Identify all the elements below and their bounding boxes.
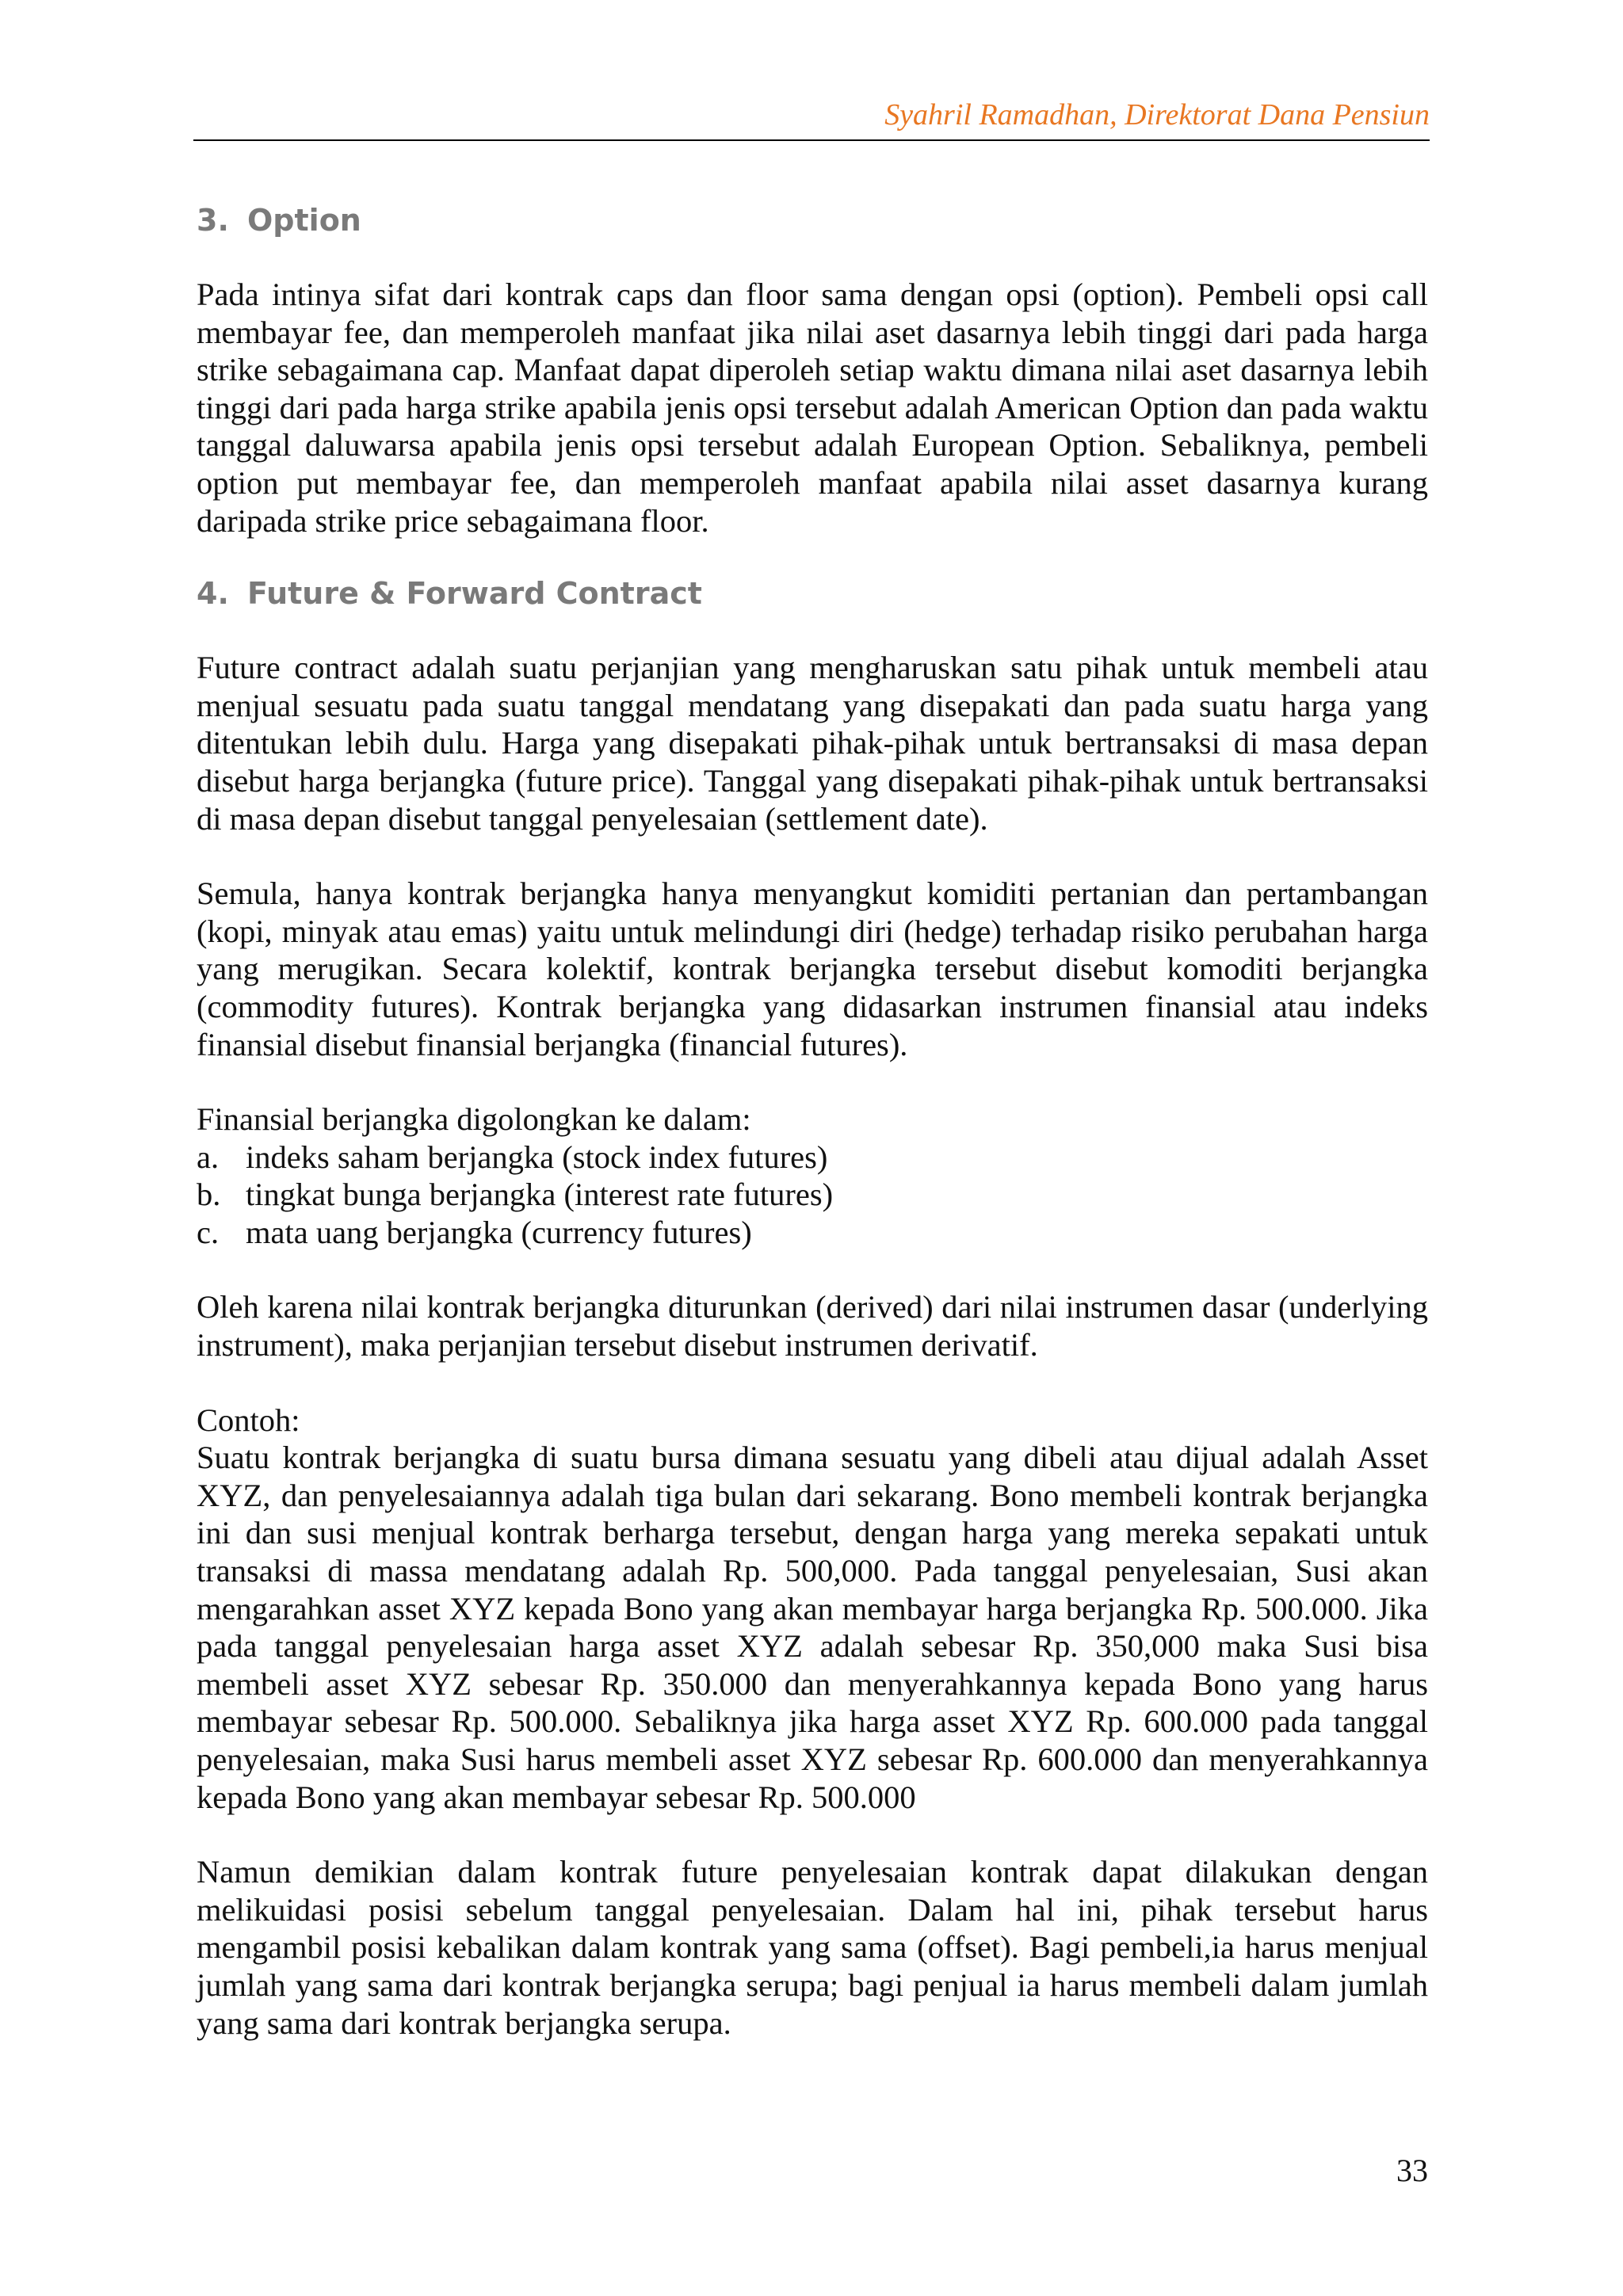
offset-settlement-paragraph: Namun demikian dalam kontrak future penyelesaian kontrak dapat dilakukan dengan melikuidasi posisi sebelum tanggal penyelesaian. Dalam hal ini, pihak tersebut harus mengambil posisi kebalikan dalam kontrak yang sama (offset). Bagi pembeli,ia harus menjual jumlah yang sama dari kontrak berjangka serupa; bagi penjual ia harus membeli dalam jumlah yang sama dari kontrak berjangka serupa.: [197, 1854, 1428, 2041]
running-header: [193, 97, 1430, 141]
section-heading-future-forward: [197, 570, 1428, 617]
list-item-text: mata uang berjangka (currency futures): [246, 1214, 752, 1250]
list-item: [197, 1176, 1428, 1214]
list-marker: a.: [197, 1138, 220, 1175]
list-marker: b.: [197, 1177, 221, 1213]
list-item: [197, 1138, 1428, 1177]
financial-futures-list: [197, 1138, 1428, 1252]
header-author-text: Syahril Ramadhan, Direktorat Dana Pensiun: [884, 98, 1430, 132]
page-number: 33: [1396, 2153, 1428, 2188]
list-intro: Finansial berjangka digolongkan ke dalam:: [197, 1101, 751, 1138]
derivative-instrument-paragraph: Oleh karena nilai kontrak berjangka diturunkan (derived) dari nilai instrumen dasar (underlying instrument), maka perjanjian tersebut disebut instrumen derivatif.: [197, 1289, 1428, 1363]
financial-futures-list-block: [197, 1100, 1428, 1251]
commodity-futures-paragraph: Semula, hanya kontrak berjangka hanya menyangkut komiditi pertanian dan pertambangan (kopi, minyak atau emas) yaitu untuk melindungi diri (hedge) terhadap risiko perubahan harga yang merugikan. Secara kolektif, kontrak berjangka tersebut disebut komoditi berjangka (commodity futures). Kontrak berjangka yang didasarkan instrumen finansial atau indeks finansial disebut finansial berjangka (financial futures).: [197, 875, 1428, 1062]
section-title: Future & Forward Contract: [247, 576, 702, 612]
page-content: [197, 196, 1428, 2042]
example-block: [197, 1402, 1428, 1817]
option-paragraph: Pada intinya sifat dari kontrak caps dan floor sama dengan opsi (option). Pembeli opsi call membayar fee, dan memperoleh manfaat jika nilai aset dasarnya lebih tinggi dari pada harga strike sebagaimana cap. Manfaat dapat diperoleh setiap waktu dimana nilai aset dasarnya lebih tinggi dari pada harga strike apabila jenis opsi tersebut adalah American Option dan pada waktu tanggal daluwarsa apabila jenis opsi tersebut adalah European Option. Sebaliknya, pembeli option put membayar fee, dan memperoleh manfaat apabila nilai asset dasarnya kurang daripada strike price sebagaimana floor.: [197, 277, 1428, 539]
example-label: Contoh:: [197, 1402, 300, 1438]
section-number: 3.: [197, 203, 229, 238]
section-title: Option: [247, 203, 361, 238]
list-item: [197, 1214, 1428, 1252]
list-item-text: tingkat bunga berjangka (interest rate futures): [246, 1177, 834, 1213]
future-contract-definition-paragraph: Future contract adalah suatu perjanjian yang mengharuskan satu pihak untuk membeli atau menjual sesuatu pada suatu tanggal mendatang yang disepakati dan pada suatu harga yang ditentukan lebih dulu. Harga yang disepakati pihak-pihak untuk bertransaksi di masa depan disebut harga berjangka (future price). Tanggal yang disepakati pihak-pihak untuk bertransaksi di masa depan disebut tanggal penyelesaian (settlement date).: [197, 650, 1428, 837]
section-number: 4.: [197, 576, 229, 612]
list-item-text: indeks saham berjangka (stock index futures): [246, 1138, 828, 1175]
list-marker: c.: [197, 1214, 220, 1250]
section-heading-option: [197, 196, 1428, 244]
example-paragraph: Suatu kontrak berjangka di suatu bursa dimana sesuatu yang dibeli atau dijual adalah Asset XYZ, dan penyelesaiannya adalah tiga bulan dari sekarang. Bono membeli kontrak berjangka ini dan susi menjual kontrak berharga tersebut, dengan harga yang mereka sepakati untuk transaksi di massa mendatang adalah Rp. 500,000. Pada tanggal penyelesaian, Susi akan mengarahkan asset XYZ kepada Bono yang akan membayar harga berjangka Rp. 500.000. Jika pada tanggal penyelesaian harga asset XYZ adalah sebesar Rp. 350,000 maka Susi bisa membeli asset XYZ sebesar Rp. 350.000 dan menyerahkannya kepada Bono yang harus membayar sebesar Rp. 500.000. Sebaliknya jika harga asset XYZ Rp. 600.000 pada tanggal penyelesaian, maka Susi harus membeli asset XYZ sebesar Rp. 600.000 dan menyerahkannya kepada Bono yang akan membayar sebesar Rp. 500.000: [197, 1440, 1428, 1815]
